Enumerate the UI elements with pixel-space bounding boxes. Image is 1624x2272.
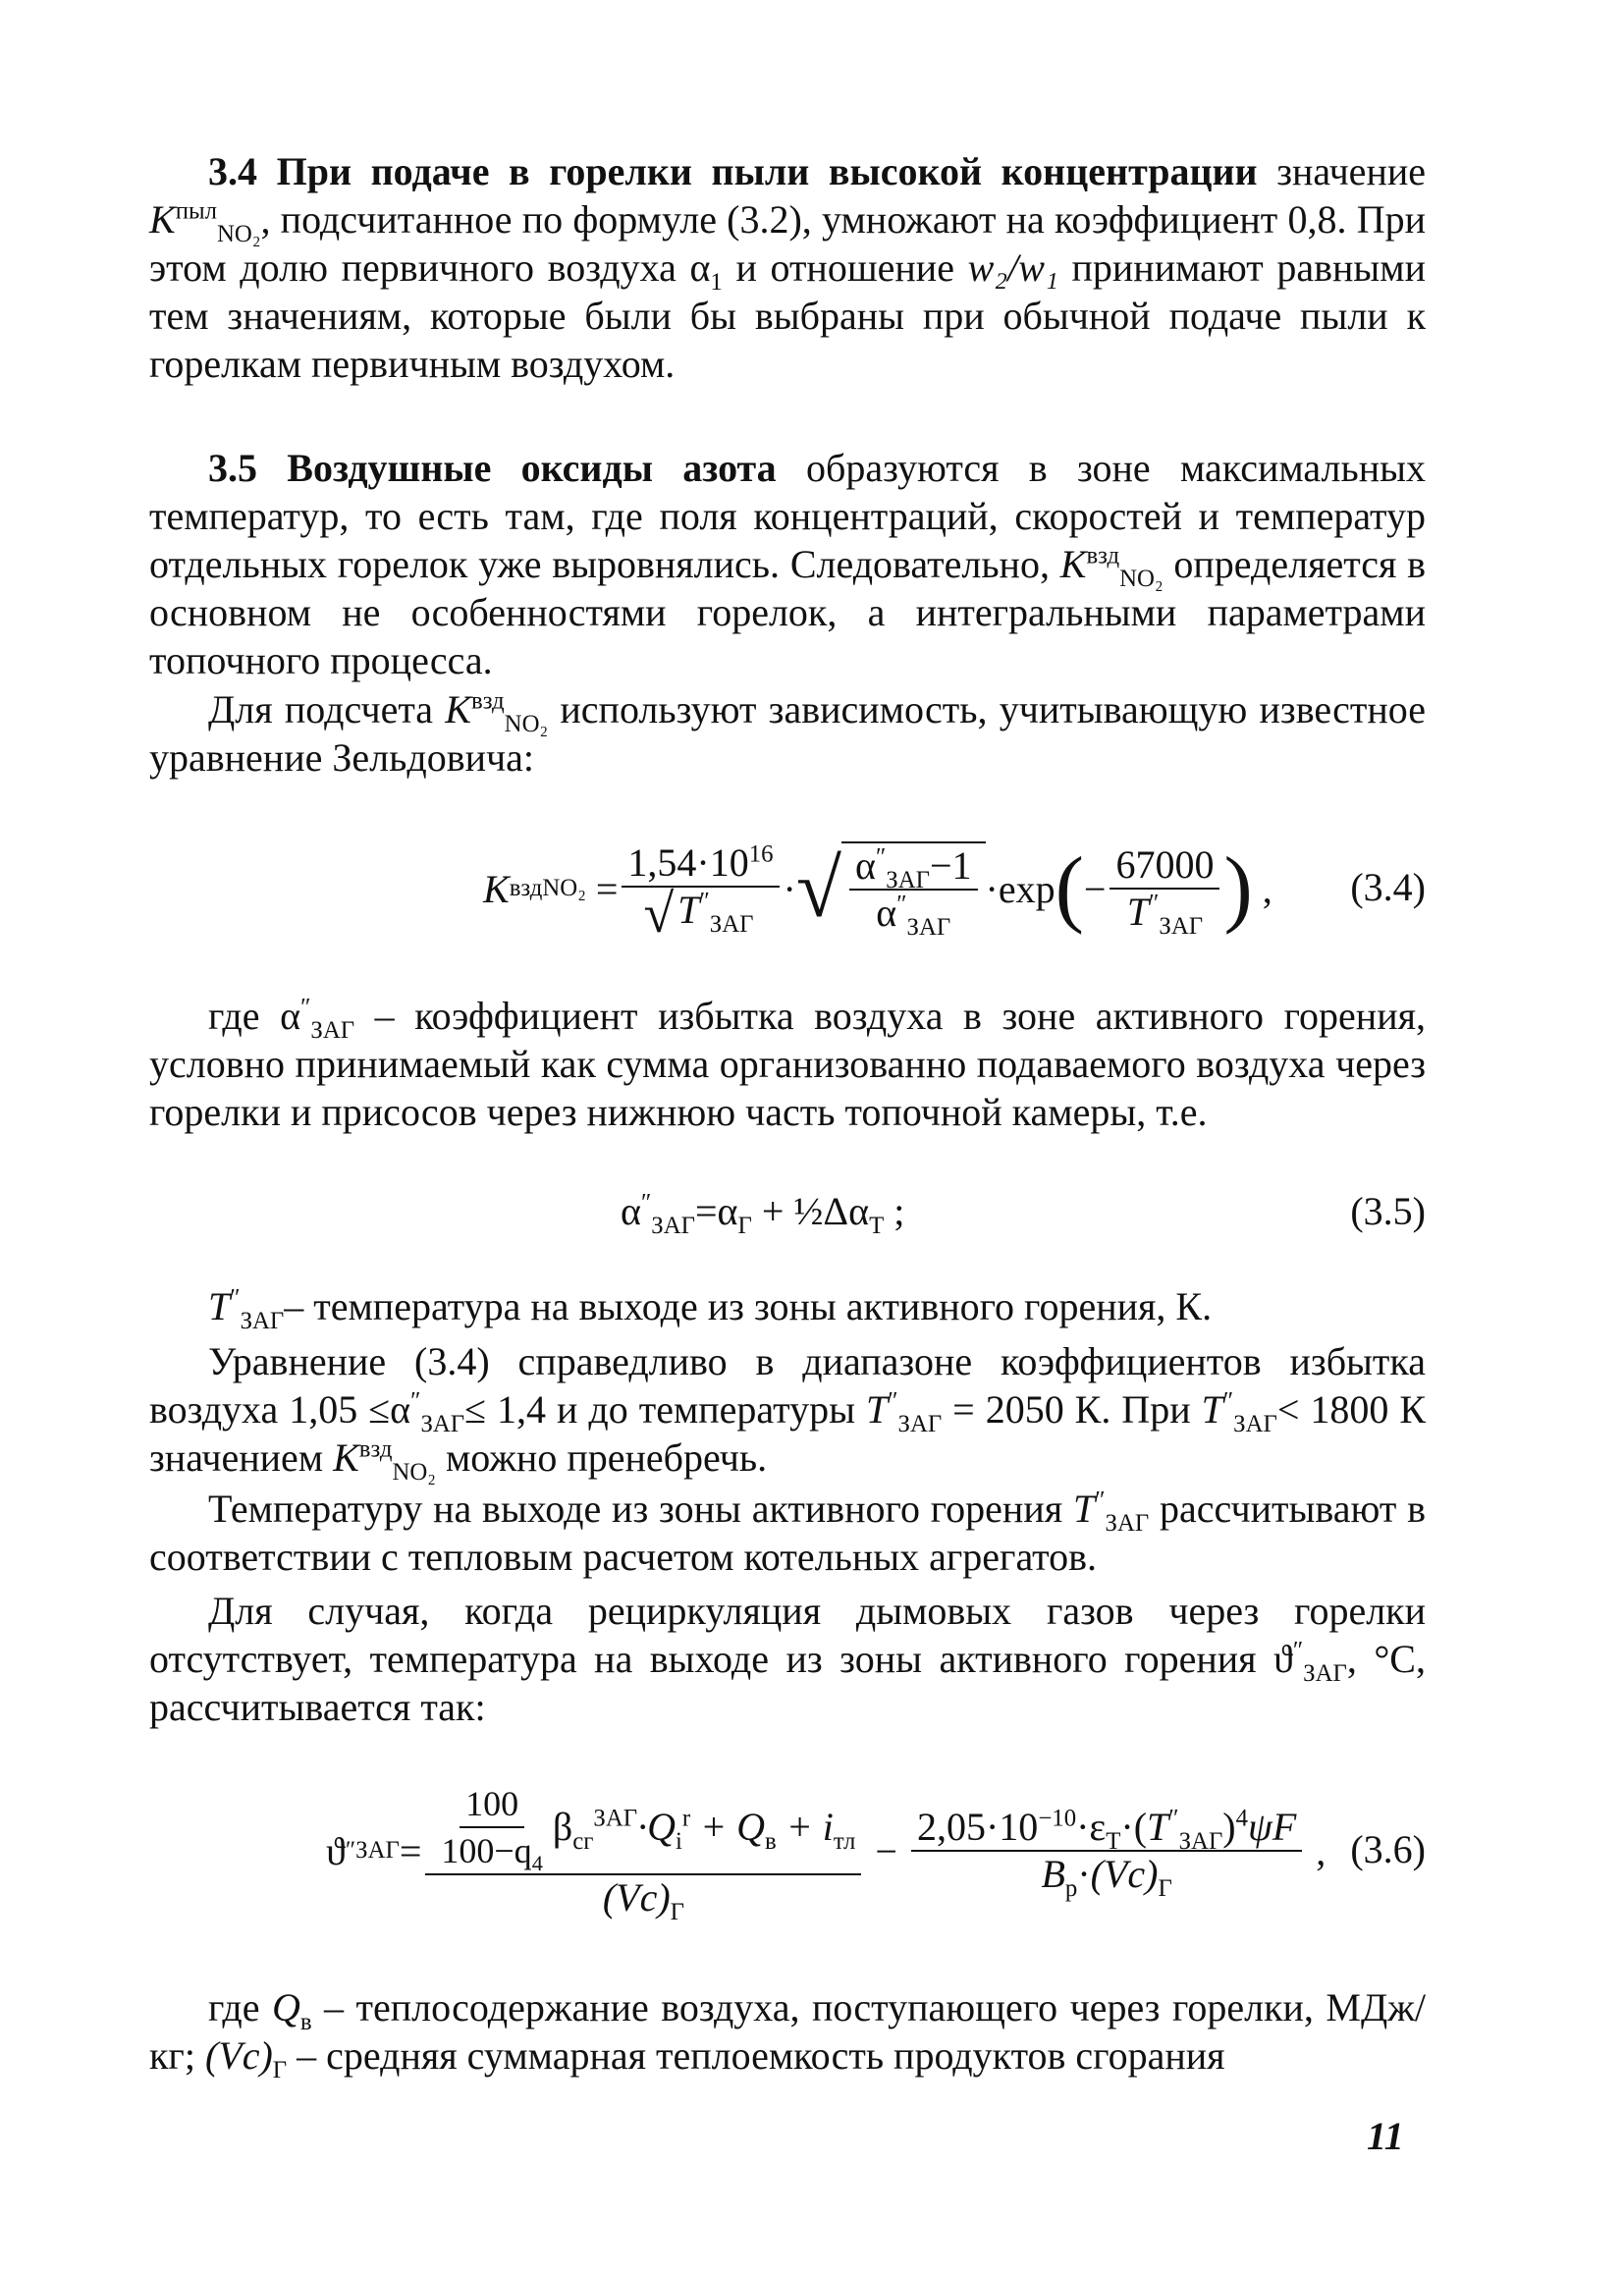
- equation-3-6: ϑ ″ ЗАГ = $\frac{100}{100-q_4}$ $\beta_{сг}^{ЗАГ}\cdot Q_i^r + Q_в + i_{тл}$ $(Vc)_Г$ − $\frac{2,05\cdot 10^{-10}\cdot\varepsilon_Т\cdot(T''_{ЗАГ})^4\psi F}{B_р\cdot(Vc)_Г}$ , (3.6): [149, 1758, 1426, 1944]
- paragraph-qv-definition: где $Q_в$ – теплосодержание воздуха, поступающего через горелки, МДж/кг; $(Vc)_Г$ – средняя суммарная теплоемкость продуктов сгорания: [149, 1985, 1426, 2083]
- equation-3-5: $\alpha''_{ЗАГ}=\alpha_Г$ + $\frac{1}{2}\Delta\alpha_Т$ ; (3.5): [621, 1189, 1426, 1239]
- paragraph-recirculation: Для случая, когда рециркуляция дымовых газов через горелки отсутствует, температура на выходе из зоны активного горения $ϑ''_{ЗАГ}$, °С, рассчитывается так:: [149, 1589, 1426, 1729]
- fraction-coefficient: $\frac{1,54\cdot 10^{16}}{√ T''_{ЗАГ}}$: [622, 840, 779, 937]
- equation-number-3-4: (3.4): [1350, 865, 1426, 909]
- section-heading-3-5: 3.5 Воздушные оксиды азота: [208, 446, 777, 490]
- paragraph-temperature: Температуру на выходе из зоны активного горения $T''_{ЗАГ}$ рассчитывают в соответствии с тепловым расчетом котельных агрегатов.: [149, 1487, 1426, 1579]
- fraction-radiation: $\frac{2,05\cdot 10^{-10}\cdot\varepsilon_Т\cdot(T''_{ЗАГ})^4\psi F}{B_р\cdot(Vc)_Г}$: [911, 1805, 1302, 1897]
- fraction-heat-input: $\frac{100}{100-q_4}$ $\beta_{сг}^{ЗАГ}\cdot Q_i^r + Q_в + i_{тл}$ $(Vc)_Г$: [425, 1781, 861, 1920]
- equation-3-4: K взд NO₂ = $\frac{1,54\cdot 10^{16}}{√ T''_{ЗАГ}}$ · √ $\frac{\alpha''_{ЗАГ}-1}{\alpha''_{ЗАГ}}$ ·exp ( − $\frac{67000}{T''_{ЗАГ}}$ ) , (3.4): [483, 840, 1426, 945]
- paragraph-T-definition: $T''_{ЗАГ}-$ температура на выходе из зоны активного горения, К.: [208, 1284, 1213, 1334]
- paragraph-zeldovich: Для подсчета $K^{взд}_{NO_2}$ используют зависимость, учитывающую известное уравнение Зельдовича:: [149, 687, 1427, 780]
- fraction-exponent: $\frac{67000}{T''_{ЗАГ}}$: [1110, 842, 1219, 935]
- section-heading-3-4: 3.4 При подаче в горелки пыли высокой концентрации: [208, 149, 1258, 193]
- paragraph-3-4: 3.4 При подаче в горелки пыли высокой концентрации значение $K^{пыл}_{NO_2}$, подсчитанное по формуле (3.2), умножают на коэффициент 0,8. При этом долю первичного воздуха $\alpha_1$ и отношение w₂/w₁ принимают равными тем значениям, которые были бы выбраны при обычной подаче пыли к горелкам первичным воздухом.: [149, 149, 1427, 386]
- paragraph-3-5: 3.5 Воздушные оксиды азота образуются в зоне максимальных температур, то есть там, где поля концентраций, скоростей и температур отдельных горелок уже выровнялись. Следовательно, $K^{взд}_{NO_2}$ определяется в основном не особенностями горелок, а интегральными параметрами топочного процесса.: [149, 446, 1427, 682]
- paragraph-alpha-definition: где $\alpha''_{ЗАГ}$ – коэффициент избытка воздуха в зоне активного горения, условно принимаемый как сумма организованно подаваемого воздуха через горелки и присосов через нижнюю часть топочной камеры, т.е.: [149, 994, 1426, 1134]
- fraction-alpha: $\frac{\alpha''_{ЗАГ}-1}{\alpha''_{ЗАГ}}$: [849, 843, 978, 936]
- page-number: 11: [1367, 2114, 1404, 2158]
- equation-number-3-5: (3.5): [1350, 1189, 1426, 1233]
- paragraph-validity-range: Уравнение (3.4) справедливо в диапазоне коэффициентов избытка воздуха $1,05 \le\alpha''_{ЗАГ}\le 1,4$ и до температуры $T''_{ЗАГ} = 2050$ К. При $T''_{ЗАГ}< 1800$ К значением $K^{взд}_{NO_2}$ можно пренебречь.: [149, 1339, 1427, 1486]
- equation-number-3-6: (3.6): [1350, 1827, 1426, 1871]
